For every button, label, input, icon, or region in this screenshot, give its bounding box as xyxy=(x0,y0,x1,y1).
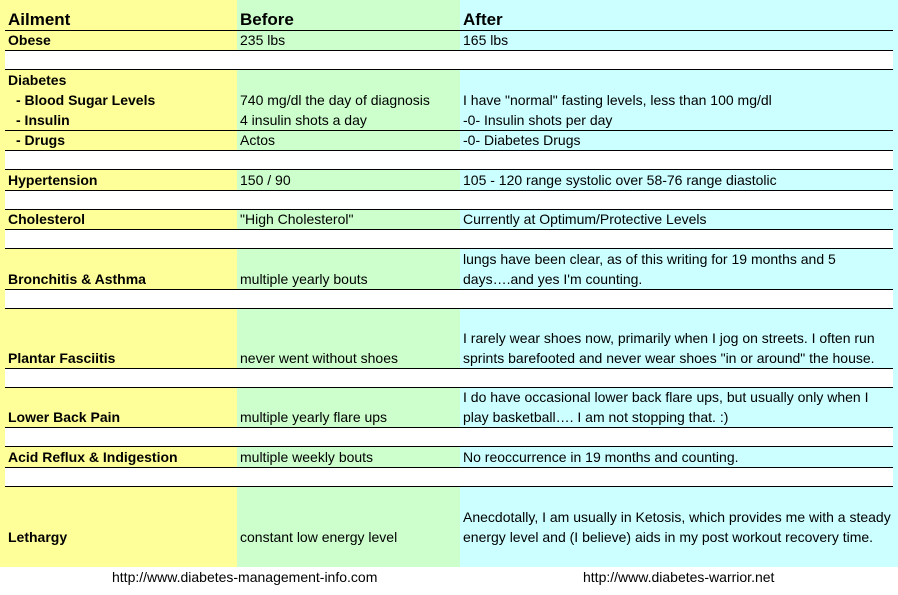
header-before: Before xyxy=(240,10,294,29)
before-cell: 150 / 90 xyxy=(240,172,291,188)
table-row-cholesterol xyxy=(5,210,893,230)
ailment-cell: Plantar Fasciitis xyxy=(8,350,116,366)
ailment-cell: Acid Reflux & Indigestion xyxy=(8,449,178,465)
after-cell: lungs have been clear, as of this writing for 19 months and 5 days….and yes I'm counting. xyxy=(463,251,836,287)
table-row-acid-reflux xyxy=(5,448,893,468)
table-row-blood-sugar xyxy=(5,90,893,110)
spacer-row xyxy=(5,290,893,309)
before-cell: 4 insulin shots a day xyxy=(240,112,367,128)
ailment-cell: Cholesterol xyxy=(8,211,86,227)
ailment-cell: Hypertension xyxy=(8,172,98,188)
after-cell: I rarely wear shoes now, primarily when I jog on streets. I often run sprints barefooted and never wear shoes "in or around" the house. xyxy=(463,330,875,366)
after-cell: Anecdotally, I am usually in Ketosis, which provides me with a steady energy level and (I believe) aids in my post workout recovery time. xyxy=(463,509,891,545)
after-cell: 105 - 120 range systolic over 58-76 range diastolic xyxy=(463,172,777,188)
ailment-cell: - Blood Sugar Levels xyxy=(16,92,156,108)
spacer-row xyxy=(5,51,893,70)
after-cell: Currently at Optimum/Protective Levels xyxy=(463,211,707,227)
ailment-cell: Bronchitis & Asthma xyxy=(8,271,146,287)
table-row-bronchitis xyxy=(5,250,893,290)
header-ailment: Ailment xyxy=(8,10,71,29)
spacer-row xyxy=(5,369,893,388)
footer-link-right[interactable]: http://www.diabetes-warrior.net xyxy=(583,569,775,585)
after-cell: I do have occasional lower back flare ups, but usually only when I play basketball…. I am not stopping that. :) xyxy=(463,389,869,425)
ailment-cell: - Insulin xyxy=(16,112,70,128)
spacer-row xyxy=(5,468,893,487)
before-cell: multiple weekly bouts xyxy=(240,449,374,465)
ailment-cell: Lower Back Pain xyxy=(8,409,121,425)
table-row-insulin xyxy=(5,111,893,131)
table-row-hypertension xyxy=(5,171,893,191)
table-row-lower-back-pain xyxy=(5,388,893,428)
ailment-cell: Diabetes xyxy=(8,72,67,88)
before-cell: multiple yearly flare ups xyxy=(240,409,388,425)
before-cell: 235 lbs xyxy=(240,32,286,48)
table-row-diabetes xyxy=(5,70,893,90)
ailment-cell: Obese xyxy=(8,32,51,48)
before-cell: Actos xyxy=(240,132,276,148)
after-cell: No reoccurrence in 19 months and counting. xyxy=(463,449,739,465)
table-row-obese xyxy=(5,31,893,51)
before-cell: "High Cholesterol" xyxy=(240,211,354,227)
before-cell: 740 mg/dl the day of diagnosis xyxy=(240,92,430,108)
spacer-row xyxy=(5,191,893,210)
header-after: After xyxy=(463,10,503,29)
table-row-drugs xyxy=(5,131,893,151)
before-cell: constant low energy level xyxy=(240,529,398,545)
footer xyxy=(0,567,898,595)
table-row-lethargy xyxy=(5,487,893,547)
spacer-row xyxy=(5,428,893,447)
footer-link-left[interactable]: http://www.diabetes-management-info.com xyxy=(112,569,378,585)
ailment-cell: - Drugs xyxy=(16,132,65,148)
after-cell: 165 lbs xyxy=(463,32,509,48)
header-row xyxy=(5,8,893,31)
after-cell: -0- Insulin shots per day xyxy=(463,112,613,128)
spacer-row xyxy=(5,151,893,170)
spacer-row xyxy=(5,230,893,249)
before-cell: multiple yearly bouts xyxy=(240,271,368,287)
after-cell: I have "normal" fasting levels, less than 100 mg/dl xyxy=(463,92,772,108)
before-cell: never went without shoes xyxy=(240,350,398,366)
after-cell: -0- Diabetes Drugs xyxy=(463,132,581,148)
table-row-plantar-fasciitis xyxy=(5,309,893,369)
ailment-cell: Lethargy xyxy=(8,529,68,545)
